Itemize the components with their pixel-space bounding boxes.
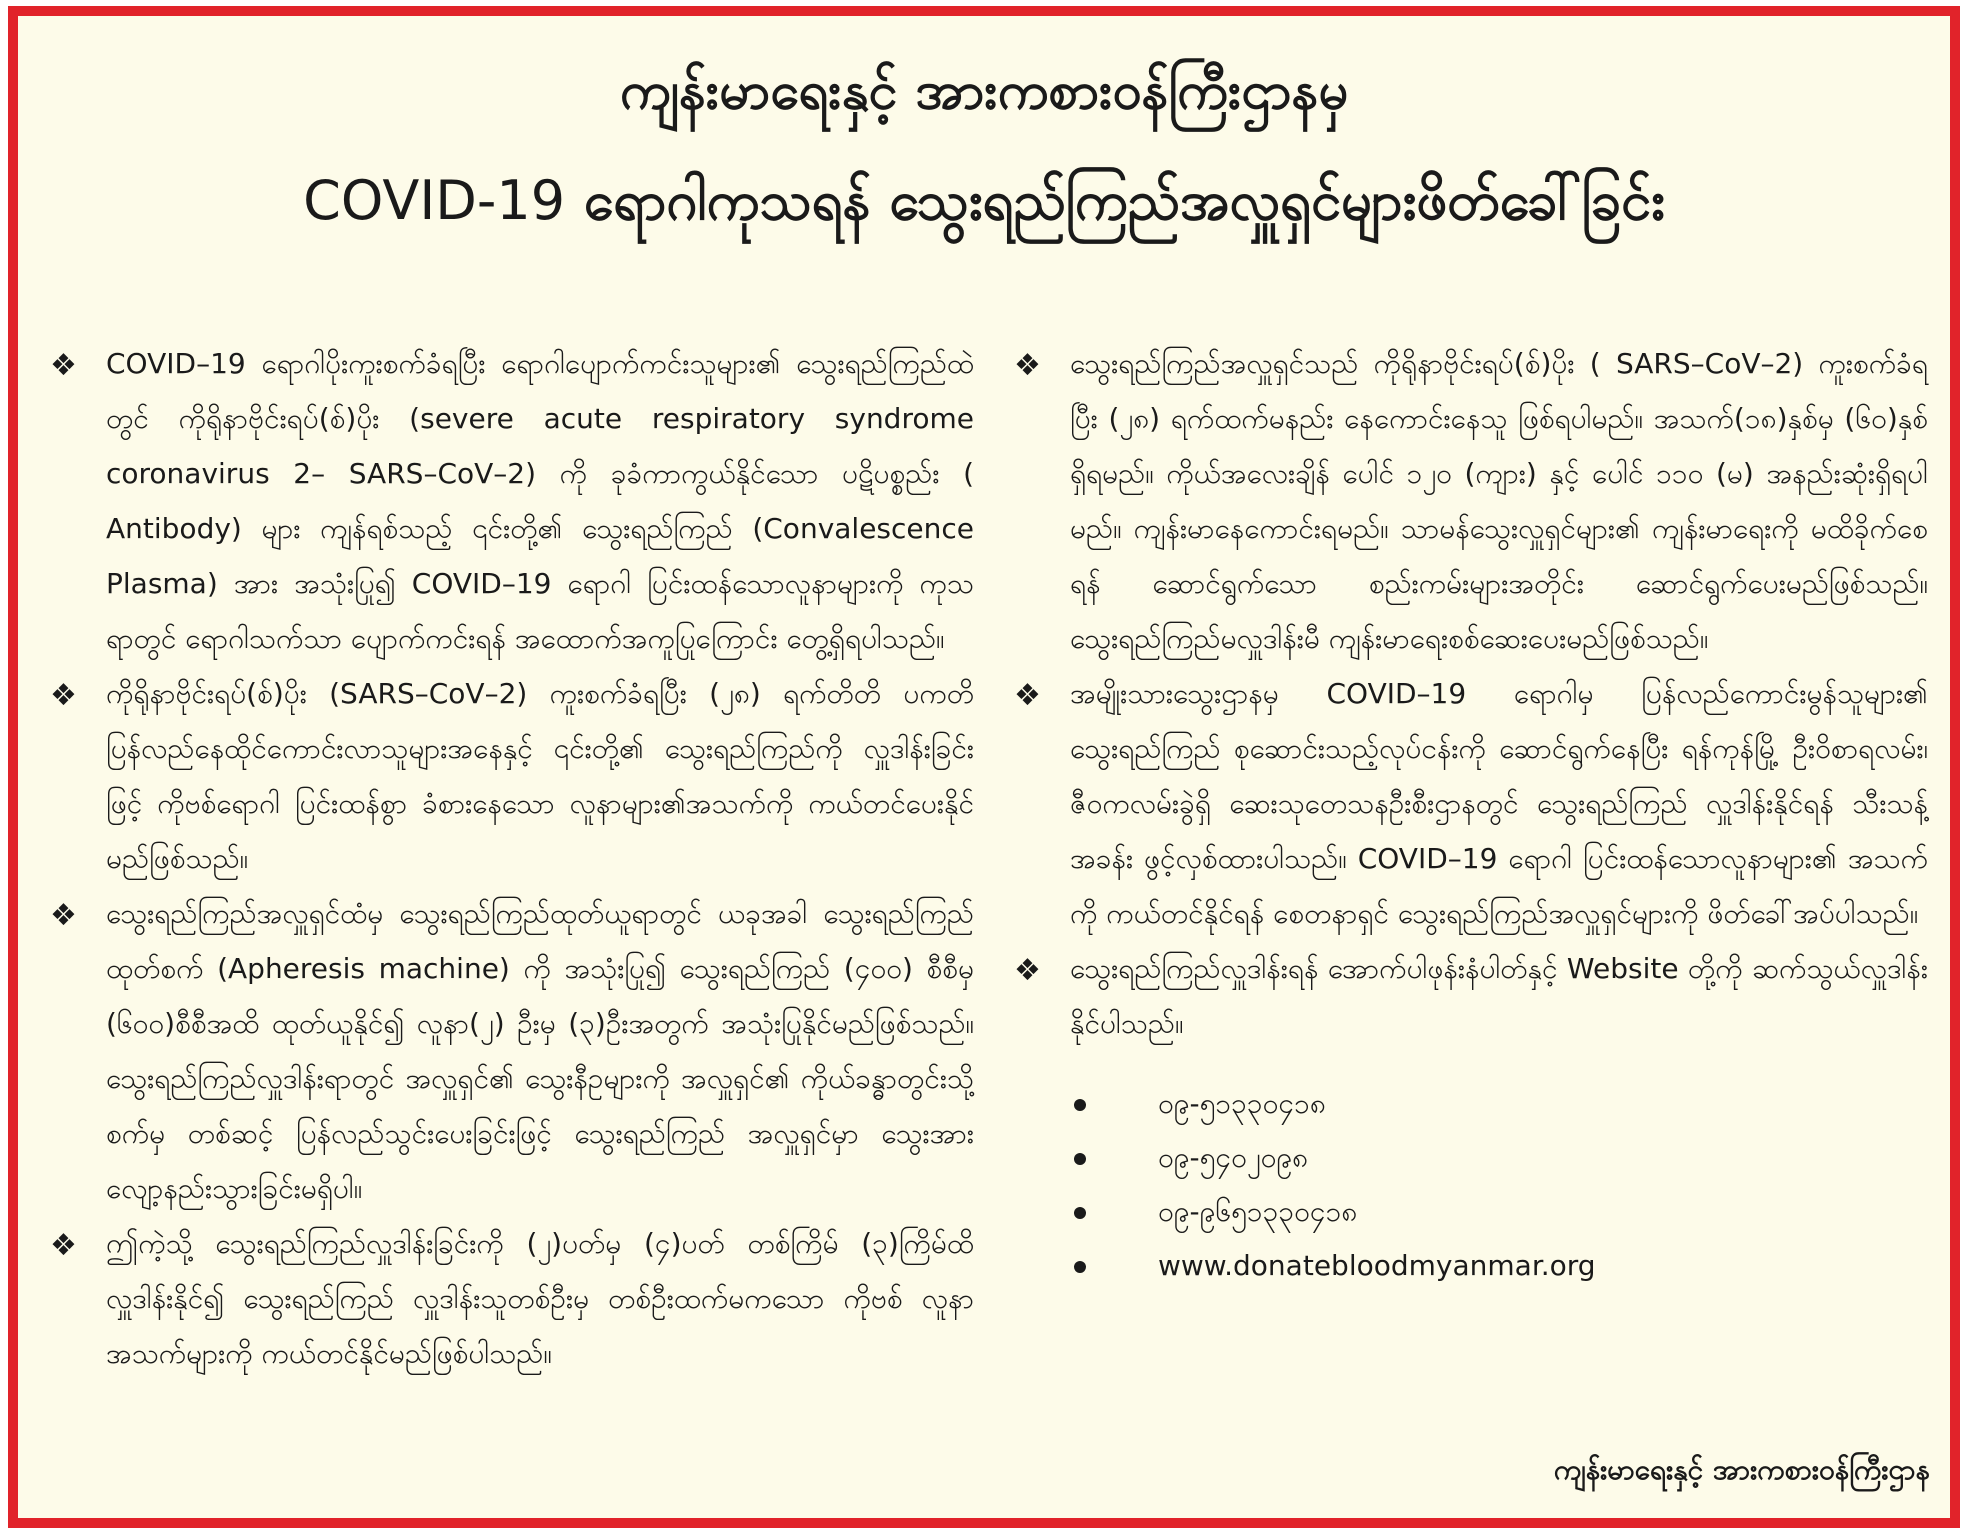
left-column <box>44 336 974 1381</box>
list-item <box>1008 666 1928 941</box>
bullet-dot-icon <box>1074 1099 1086 1111</box>
list-item <box>44 886 974 1216</box>
diamond-bullet-icon: ❖ <box>1014 348 1041 383</box>
list-item <box>44 666 974 886</box>
bullet-text: COVID–19 ရောဂါပိုးကူးစက်ခံရပြီး ရောဂါပျောက်ကင်းသူများ၏ သွေးရည်ကြည်ထဲတွင် ကိုရိုနာဗိုင်းရပ်(စ်)ပိုး (severe acute respiratory syndrome coronavirus 2– SARS–CoV–2) ကို ခုခံကာကွယ်နိုင်သော ပဋိပစ္စည်း ( Antibody) များ ကျန်ရစ်သည့် ၎င်းတို့၏ သွေးရည်ကြည် (Convalescence Plasma) အား အသုံးပြု၍ COVID–19 ရောဂါ ပြင်းထန်သောလူနာများကို ကုသရာတွင် ရောဂါသက်သာ ပျောက်ကင်းရန် အထောက်အကူပြုကြောင်း တွေ့ရှိရပါသည်။ <box>106 347 974 655</box>
bullet-text: သွေးရည်ကြည်အလှူရှင်သည် ကိုရိုနာဗိုင်းရပ်(စ်)ပိုး ( SARS–CoV–2) ကူးစက်ခံရပြီး (၂၈) ရက်ထက်မနည်း နေကောင်းနေသူ ဖြစ်ရပါမည်။ အသက်(၁၈)နှစ်မှ (၆၀)နှစ် ရှိရမည်။ ကိုယ်အလေးချိန် ပေါင် ၁၂၀ (ကျား) နှင့် ပေါင် ၁၁၀ (မ) အနည်းဆုံးရှိရပါမည်။ ကျန်းမာနေကောင်းရမည်။ သာမန်သွေးလှူရှင်များ၏ ကျန်းမာရေးကို မထိခိုက်စေရန် ဆောင်ရွက်သော စည်းကမ်းများအတိုင်း ဆောင်ရွက်ပေးမည်ဖြစ်သည်။ သွေးရည်ကြည်မလှူဒါန်းမီ ကျန်းမာရေးစစ်ဆေးပေးမည်ဖြစ်သည်။ <box>1070 347 1928 655</box>
list-item <box>44 1216 974 1381</box>
bullet-text: ကိုရိုနာဗိုင်းရပ်(စ်)ပိုး (SARS–CoV–2) ကူးစက်ခံရပြီး (၂၈) ရက်တိတိ ပကတိ ပြန်လည်နေထိုင်ကောင်းလာသူများအနေနှင့် ၎င်းတို့၏ သွေးရည်ကြည်ကို လှူဒါန်းခြင်းဖြင့် ကိုဗစ်ရောဂါ ပြင်းထန်စွာ ခံစားနေသော လူနာများ၏အသက်ကို ကယ်တင်ပေးနိုင်မည်ဖြစ်သည်။ <box>106 677 974 875</box>
bullet-text: သွေးရည်ကြည်လှူဒါန်းရန် အောက်ပါဖုန်းနံပါတ်နှင့် Website တို့ကို ဆက်သွယ်လှူဒါန်းနိုင်ပါသည်။ <box>1070 952 1928 1040</box>
bullet-text: အမျိုးသားသွေးဌာနမှ COVID–19 ရောဂါမှ ပြန်လည်ကောင်းမွန်သူများ၏ သွေးရည်ကြည် စုဆောင်းသည့်လုပ်ငန်းကို ဆောင်ရွက်နေပြီး ရန်ကုန်မြို့ ဦးဝိစာရလမ်း၊ ဇီဝကလမ်းခွဲရှိ ဆေးသုတေသနဦးစီးဌာနတွင် သွေးရည်ကြည် လှူဒါန်းနိုင်ရန် သီးသန့်အခန်း ဖွင့်လှစ်ထားပါသည်။ COVID–19 ရောဂါ ပြင်းထန်သောလူနာများ၏ အသက်ကို ကယ်တင်နိုင်ရန် စေတနာရှင် သွေးရည်ကြည်အလှူရှင်များကို ဖိတ်ခေါ်အပ်ပါသည်။ <box>1070 677 1928 930</box>
notice-panel <box>8 6 1960 1528</box>
bullet-dot-icon <box>1074 1261 1086 1273</box>
diamond-bullet-icon: ❖ <box>1014 953 1041 988</box>
list-item <box>1008 336 1928 666</box>
page-title: ကျန်းမာရေးနှင့် အားကစားဝန်ကြီးဌာနမှ <box>619 61 1349 121</box>
subtitle-text: ရောဂါကုသရန် သွေးရည်ကြည်အလှူရှင်များဖိတ်ခေါ်ခြင်း <box>583 169 1665 232</box>
diamond-bullet-icon: ❖ <box>50 898 77 933</box>
ministry-signature: ကျန်းမာရေးနှင့် အားကစားဝန်ကြီးဌာန <box>1553 1453 1930 1486</box>
phone-number: ၀၉-၅၄၀၂၀၉၈ <box>1158 1141 1309 1174</box>
list-item <box>44 336 974 666</box>
diamond-bullet-icon: ❖ <box>50 1228 77 1263</box>
subtitle-covid-label: COVID-19 <box>303 169 566 232</box>
page-subtitle <box>18 166 1950 236</box>
diamond-bullet-icon: ❖ <box>1014 678 1041 713</box>
contact-phone-1 <box>1008 1077 1928 1131</box>
contact-phone-3 <box>1008 1185 1928 1239</box>
contact-phone-2 <box>1008 1131 1928 1185</box>
bullet-text: ဤကဲ့သို့ သွေးရည်ကြည်လှူဒါန်းခြင်းကို (၂)ပတ်မှ (၄)ပတ် တစ်ကြိမ် (၃)ကြိမ်ထိ လှူဒါန်းနိုင်၍ သွေးရည်ကြည် လှူဒါန်းသူတစ်ဦးမှ တစ်ဦးထက်မကသော ကိုဗစ် လူနာအသက်များကို ကယ်တင်နိုင်မည်ဖြစ်ပါသည်။ <box>106 1227 974 1370</box>
diamond-bullet-icon: ❖ <box>50 348 77 383</box>
website-link[interactable]: www.donatebloodmyanmar.org <box>1158 1249 1596 1282</box>
contact-list <box>1008 1077 1928 1293</box>
bullet-dot-icon <box>1074 1207 1086 1219</box>
phone-number: ၀၉-၅၁၃၃၀၄၁၈ <box>1158 1087 1326 1120</box>
bullet-dot-icon <box>1074 1153 1086 1165</box>
right-column <box>1008 336 1928 1293</box>
contact-website[interactable] <box>1008 1239 1928 1293</box>
bullet-text: သွေးရည်ကြည်အလှူရှင်ထံမှ သွေးရည်ကြည်ထုတ်ယူရာတွင် ယခုအခါ သွေးရည်ကြည်ထုတ်စက် (Apheresis machine) ကို အသုံးပြု၍ သွေးရည်ကြည် (၄၀၀) စီစီမှ (၆၀၀)စီစီအထိ ထုတ်ယူနိုင်၍ လူနာ(၂) ဦးမှ (၃)ဦးအတွက် အသုံးပြုနိုင်မည်ဖြစ်သည်။ သွေးရည်ကြည်လှူဒါန်းရာတွင် အလှူရှင်၏ သွေးနီဥများကို အလှူရှင်၏ ကိုယ်ခန္ဓာတွင်းသို့ စက်မှ တစ်ဆင့် ပြန်လည်သွင်းပေးခြင်းဖြင့် သွေးရည်ကြည် အလှူရှင်မှာ သွေးအား လျော့နည်းသွားခြင်းမရှိပါ။ <box>106 897 974 1205</box>
diamond-bullet-icon: ❖ <box>50 678 77 713</box>
list-item <box>1008 941 1928 1051</box>
phone-number: ၀၉-၉၆၅၁၃၃၀၄၁၈ <box>1158 1195 1358 1228</box>
